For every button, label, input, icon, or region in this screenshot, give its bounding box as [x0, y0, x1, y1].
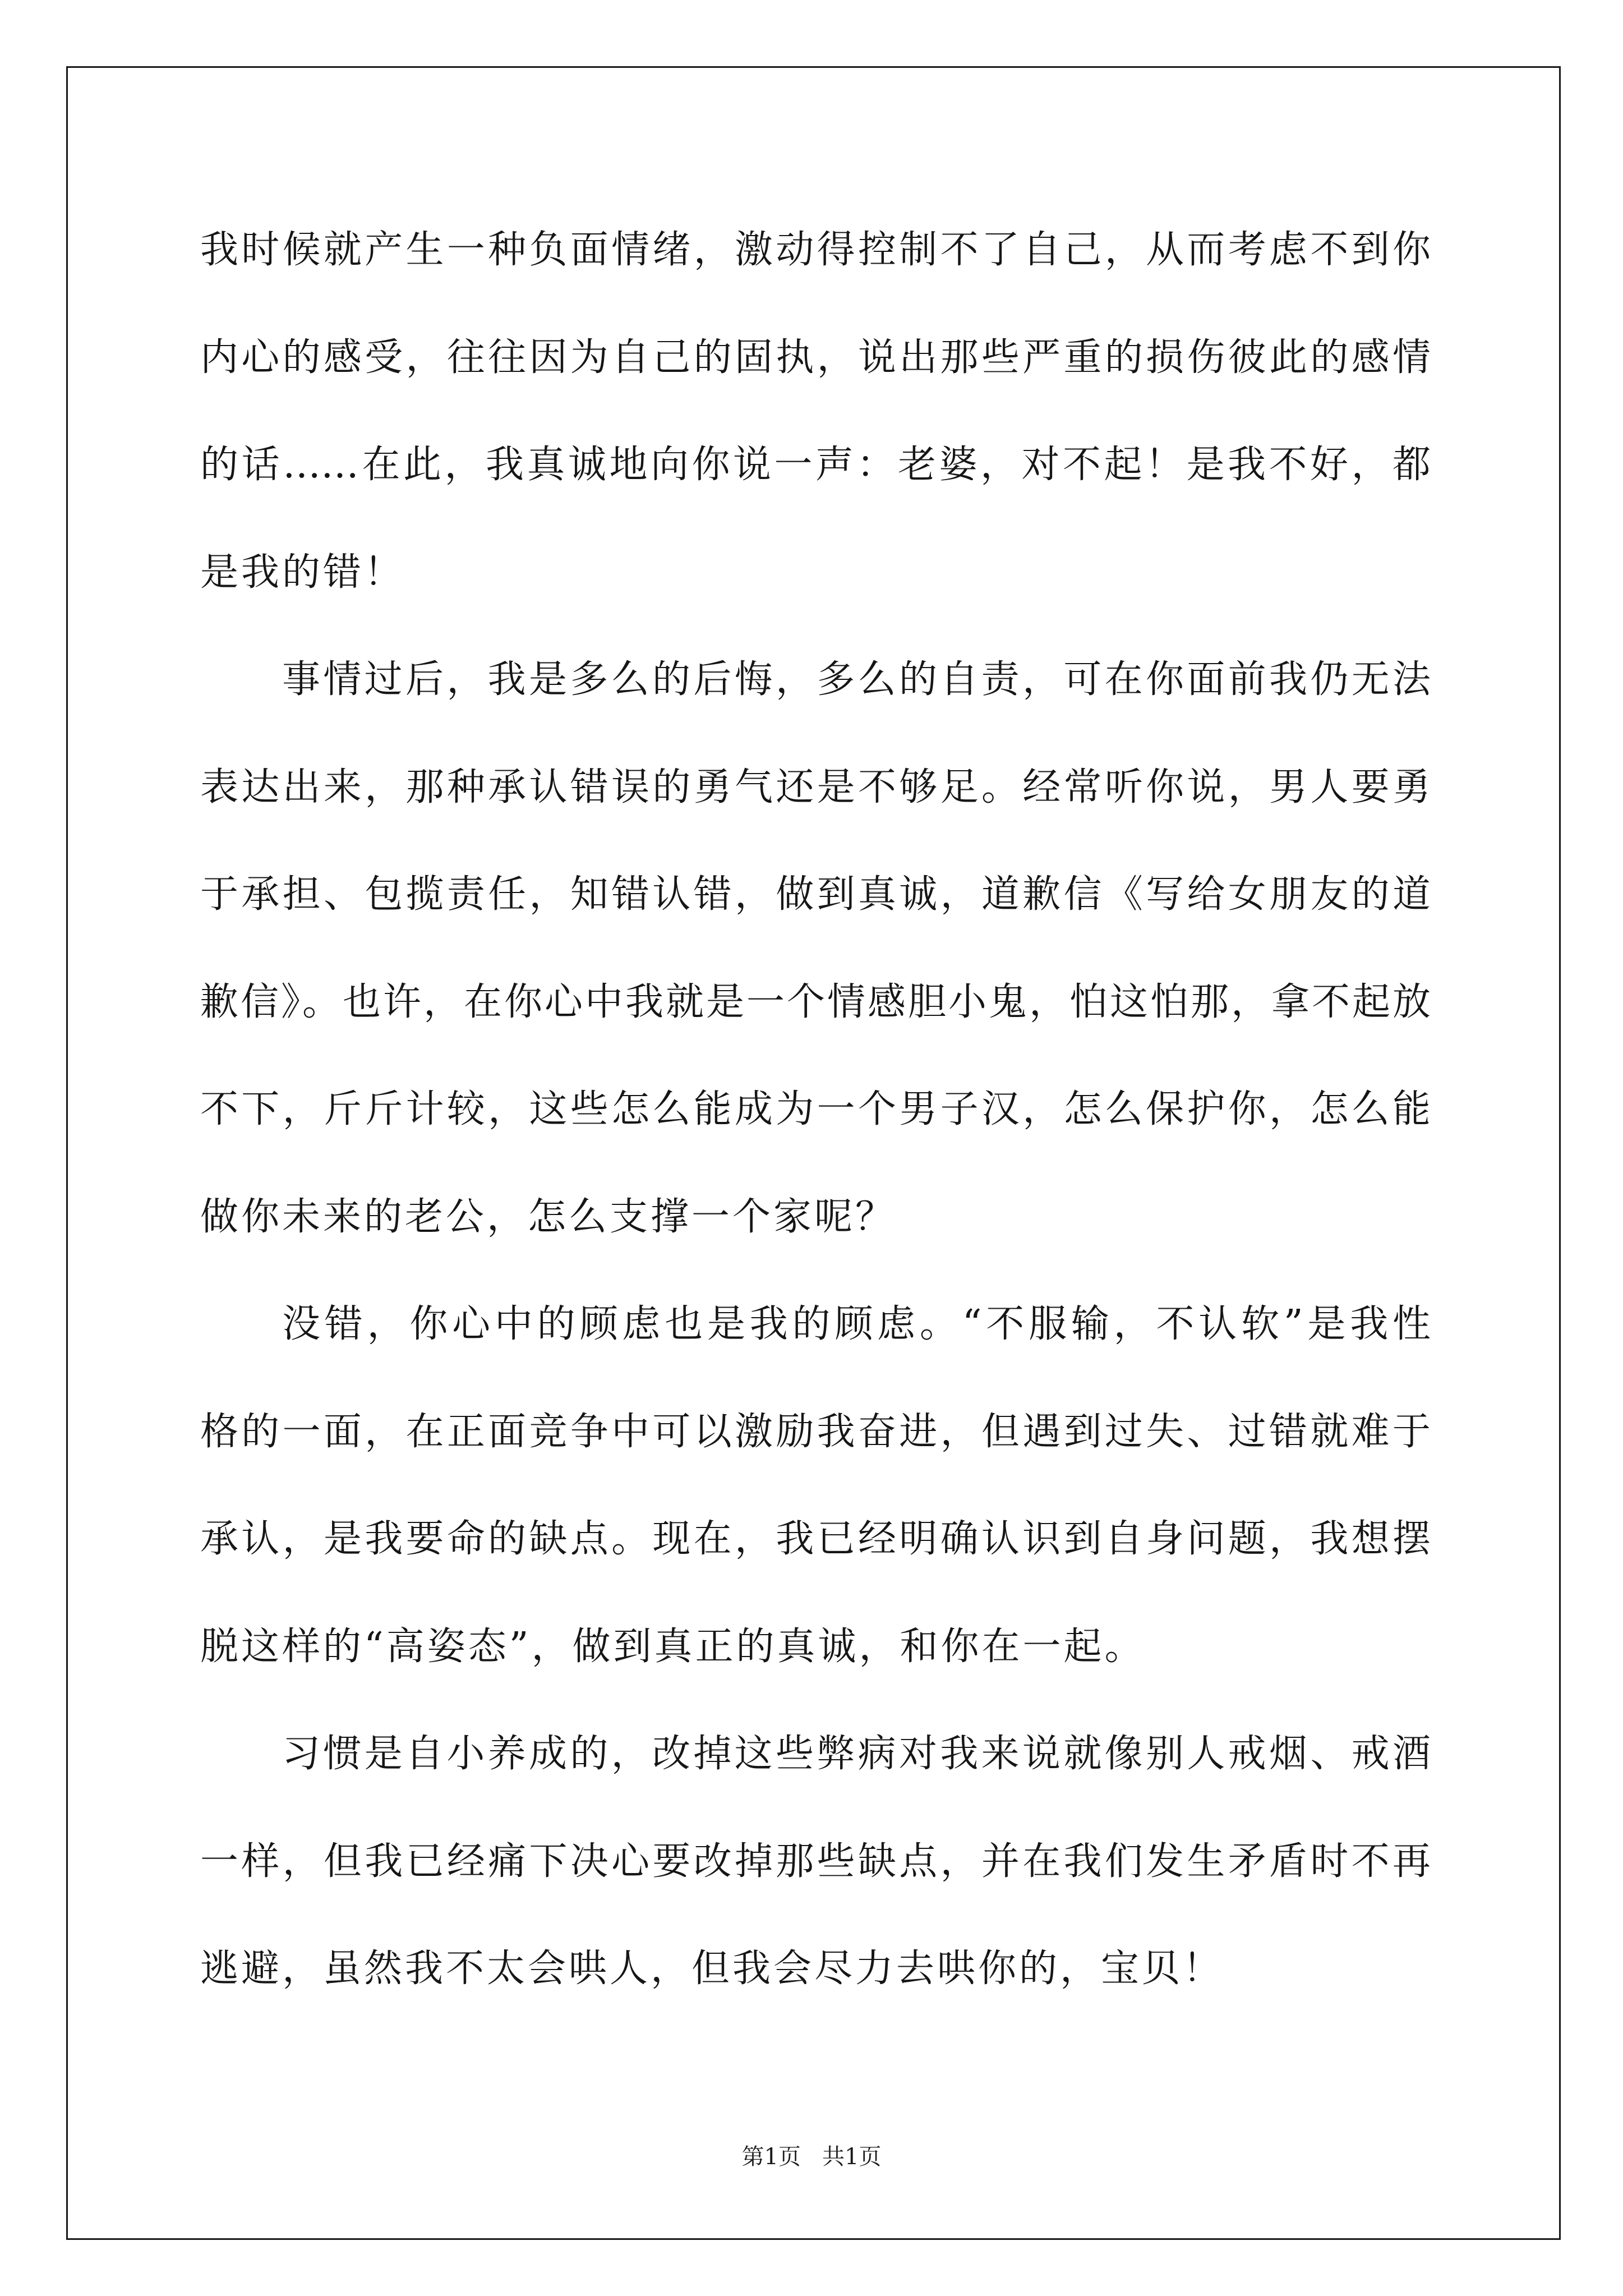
document-body	[200, 196, 1431, 2023]
text-line: 做你未来的老公，怎么支撑一个家呢？	[200, 1194, 897, 1239]
text-line: 内心的感受，往往因为自己的固执，说出那些严重的损伤彼此的感情	[200, 335, 1431, 380]
text-line: 脱这样的“高姿态”，做到真正的真诚，和你在一起。	[200, 1624, 1146, 1669]
paragraph	[200, 1700, 1431, 2023]
text-line: 歉信》。也许，在你心中我就是一个情感胆小鬼，怕这怕那，拿不起放	[200, 979, 1431, 1024]
text-line: 于承担、包揽责任，知错认错，做到真诚，道歉信《写给女朋友的道	[200, 872, 1431, 917]
text-line: 格的一面，在正面竞争中可以激励我奋进，但遇到过失、过错就难于	[200, 1409, 1431, 1454]
text-line: 是我的错！	[200, 550, 405, 595]
page-number: 第1页	[741, 2144, 801, 2170]
text-line: 不下，斤斤计较，这些怎么能成为一个男子汉，怎么保护你，怎么能	[200, 1087, 1431, 1131]
text-line: 事情过后，我是多么的后悔，多么的自责，可在你面前我仍无法	[282, 657, 1431, 702]
text-line: 逃避，虽然我不太会哄人，但我会尽力去哄你的，宝贝！	[200, 1947, 1224, 1991]
text-line: 承认，是我要命的缺点。现在，我已经明确认识到自身问题，我想摆	[200, 1517, 1431, 1561]
paragraph	[200, 196, 1431, 626]
paragraph	[200, 626, 1431, 1271]
text-line: 表达出来，那种承认错误的勇气还是不够足。经常听你说，男人要勇	[200, 765, 1431, 809]
text-line: 习惯是自小养成的，改掉这些弊病对我来说就像别人戒烟、戒酒	[282, 1732, 1431, 1776]
text-line: 一样，但我已经痛下决心要改掉那些缺点，并在我们发生矛盾时不再	[200, 1839, 1431, 1884]
page-total: 共1页	[822, 2144, 882, 2170]
paragraph	[200, 1271, 1431, 1700]
text-line: 我时候就产生一种负面情绪，激动得控制不了自己，从而考虑不到你	[200, 228, 1431, 272]
text-line: 没错，你心中的顾虑也是我的顾虑。“不服输，不认软”是我性	[282, 1302, 1431, 1346]
text-line: 的话……在此，我真诚地向你说一声：老婆，对不起！是我不好，都	[200, 443, 1431, 487]
page-footer	[0, 2140, 1623, 2174]
